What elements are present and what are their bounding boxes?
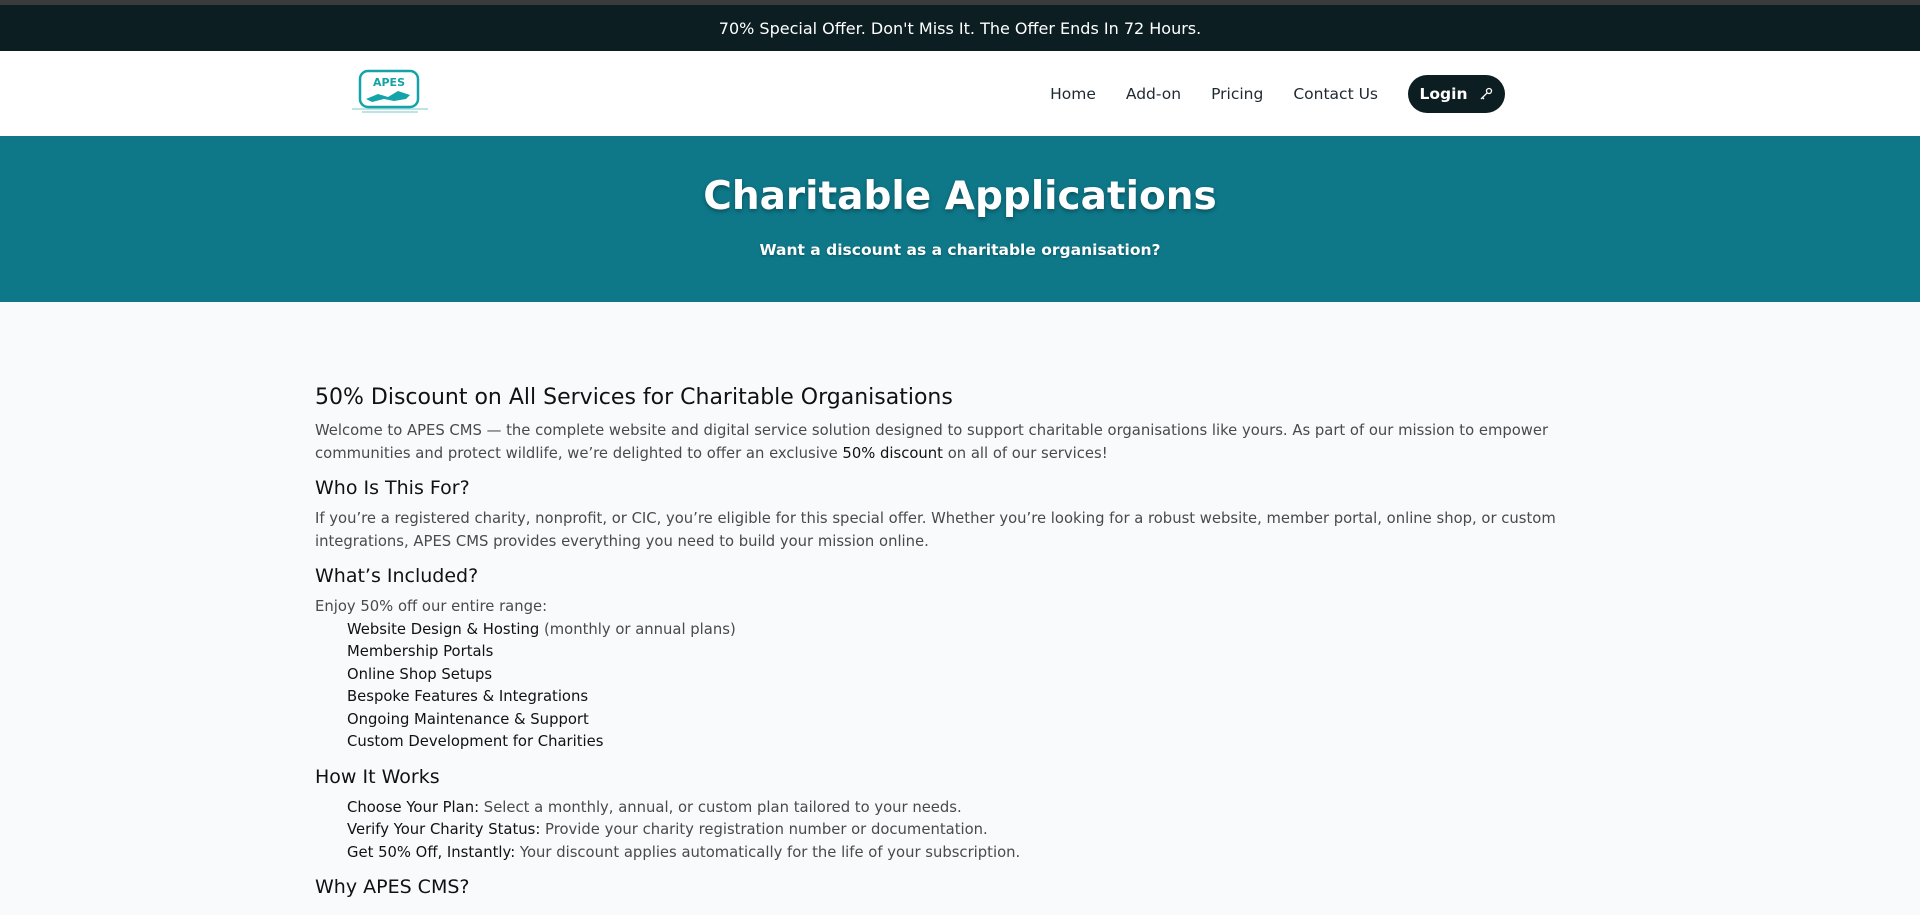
who-paragraph: If you’re a registered charity, nonprofit, or CIC, you’re eligible for this special offer. Whether you’re looking for a robust website, member portal, online shop, or custom integrations, APES CMS provides everything you need to build your mission online.: [315, 510, 1556, 550]
how-heading: How It Works: [315, 765, 440, 788]
intro-text-start: Welcome to APES CMS — the complete website and digital service solution designed to support charitable organisations like yours. As part of our mission to empower communities and protect wildlife, we’re delighted to offer an exclusive: [315, 422, 1549, 462]
list-item-note: (monthly or annual plans): [539, 620, 736, 638]
logo-text: APES: [372, 76, 406, 89]
how-steps-list: [315, 797, 1605, 865]
step-title: Get 50% Off, Instantly:: [347, 843, 516, 861]
promo-bar: [0, 5, 1920, 51]
nav-contact-us[interactable]: Contact Us: [1293, 85, 1378, 103]
nav-pricing[interactable]: Pricing: [1211, 85, 1264, 103]
included-list: [315, 619, 1605, 754]
included-intro: Enjoy 50% off our entire range:: [315, 598, 548, 615]
main-nav: [1020, 75, 1505, 113]
step-text: Your discount applies automatically for the life of your subscription.: [515, 843, 1021, 861]
who-heading: Who Is This For?: [315, 477, 470, 499]
main-content: [315, 385, 1605, 907]
list-item: [347, 619, 1605, 642]
list-item-title: Bespoke Features & Integrations: [347, 688, 589, 705]
intro-text-end: on all of our services!: [942, 444, 1108, 462]
step-text: Provide your charity registration number or documentation.: [540, 821, 988, 838]
intro-highlight: 50% discount: [842, 444, 943, 462]
discount-heading: 50% Discount on All Services for Charitable Organisations: [315, 385, 953, 410]
list-item: [347, 686, 1605, 709]
step-item: [347, 819, 1605, 842]
nav-home[interactable]: Home: [1050, 85, 1096, 103]
hero-subtitle: Want a discount as a charitable organisation?: [759, 241, 1161, 259]
key-icon: [1479, 87, 1493, 101]
list-item-title: Custom Development for Charities: [347, 733, 604, 750]
intro-paragraph: [315, 420, 1605, 465]
step-item: [347, 842, 1605, 865]
list-item-title: Website Design & Hosting: [347, 620, 540, 638]
login-button[interactable]: [1408, 75, 1505, 113]
why-heading: Why APES CMS?: [315, 876, 470, 898]
list-item: [347, 664, 1605, 687]
promo-text: 70% Special Offer. Don't Miss It. The Offer Ends In 72 Hours.: [718, 18, 1202, 38]
login-label: Login: [1419, 85, 1468, 103]
list-item: [347, 709, 1605, 732]
list-item: [347, 731, 1605, 754]
list-item: [347, 641, 1605, 664]
site-header: [0, 51, 1920, 136]
step-title: Choose Your Plan:: [347, 798, 480, 816]
page-title: Charitable Applications: [703, 174, 1217, 219]
hero-banner: [0, 136, 1920, 302]
nav-add-on[interactable]: Add-on: [1125, 85, 1182, 103]
step-item: [347, 797, 1605, 820]
list-item-title: Ongoing Maintenance & Support: [347, 710, 589, 728]
step-title: Verify Your Charity Status:: [347, 821, 541, 838]
apes-logo[interactable]: [348, 68, 432, 116]
step-text: Select a monthly, annual, or custom plan tailored to your needs.: [479, 798, 962, 816]
included-heading: What’s Included?: [315, 565, 479, 587]
list-item-title: Membership Portals: [347, 643, 494, 660]
list-item-title: Online Shop Setups: [347, 665, 493, 683]
